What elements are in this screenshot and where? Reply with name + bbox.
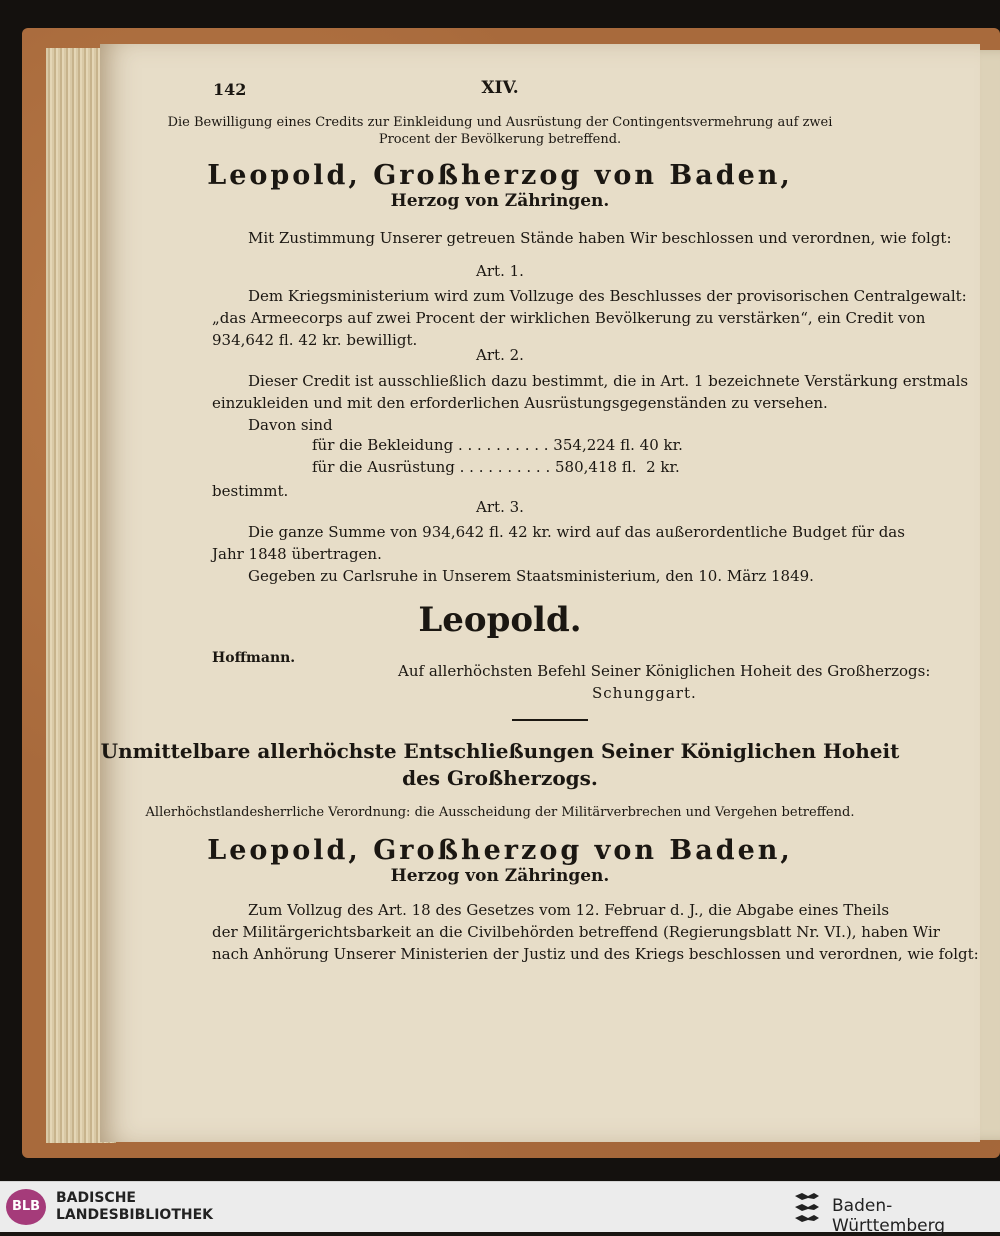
- blb-name-line-1: BADISCHE: [56, 1190, 136, 1206]
- baden-wuerttemberg-lions-icon: [792, 1190, 822, 1224]
- ruler-subtitle-1: Herzog von Zähringen.: [390, 191, 610, 211]
- blb-logo[interactable]: BLB: [6, 1189, 46, 1225]
- subject-line-1: Die Bewilligung eines Credits zur Einkleidung und Ausrüstung der Contingentsvermehrung auf zwei: [167, 115, 833, 130]
- page-number: 142: [213, 80, 247, 99]
- article-3-title: Art. 3.: [476, 498, 524, 516]
- heading-line-2: des Großherzogs.: [402, 766, 598, 790]
- given-at-line: Gegeben zu Carlsruhe in Unserem Staatsministerium, den 10. März 1849.: [248, 567, 814, 585]
- intro-text: Mit Zustimmung Unserer getreuen Stände haben Wir beschlossen und verordnen, wie folgt:: [248, 229, 952, 247]
- baden-wuerttemberg-label[interactable]: Baden-Württemberg: [832, 1196, 946, 1236]
- command-line: Auf allerhöchsten Befehl Seiner Königlichen Hoheit des Großherzogs:: [398, 662, 931, 680]
- heading-line-1: Unmittelbare allerhöchste Entschließungen Seiner Königlichen Hoheit: [100, 739, 900, 763]
- article-2-title: Art. 2.: [476, 346, 524, 364]
- final-line-1: Zum Vollzug des Art. 18 des Gesetzes vom 12. Februar d. J., die Abgabe eines Theils: [248, 901, 890, 919]
- ruler-title-1: Leopold, Großherzog von Baden,: [207, 160, 793, 191]
- ordinance-title: Allerhöchstlandesherrliche Verordnung: die Ausscheidung der Militärverbrechen und Vergehen betreffend.: [145, 805, 855, 820]
- article-3-line-1: Die ganze Summe von 934,642 fl. 42 kr. wird auf das außerordentliche Budget für das: [248, 523, 905, 541]
- cosigner: Hoffmann.: [212, 650, 296, 666]
- footer-bar: [0, 1181, 1000, 1236]
- article-3-line-2: Jahr 1848 übertragen.: [212, 545, 382, 563]
- article-2-line-4: bestimmt.: [212, 482, 289, 500]
- article-1-line-2: „das Armeecorps auf zwei Procent der wirklichen Bevölkerung zu verstärken“, ein Credit von: [212, 309, 926, 327]
- cost-item-equipment: für die Ausrüstung . . . . . . . . . . 580,418 fl. 2 kr.: [312, 458, 680, 476]
- section-divider: [512, 719, 588, 721]
- section-number: XIV.: [481, 78, 519, 98]
- final-line-2: der Militärgerichtsbarkeit an die Civilbehörden betreffend (Regierungsblatt Nr. VI.), haben Wir: [212, 923, 940, 941]
- ruler-subtitle-2: Herzog von Zähringen.: [390, 866, 610, 886]
- blb-name[interactable]: [56, 1190, 213, 1224]
- blb-name-line-2: LANDESBIBLIOTHEK: [56, 1207, 214, 1223]
- article-1-line-1: Dem Kriegsministerium wird zum Vollzuge des Beschlusses der provisorischen Centralgewalt:: [248, 287, 967, 305]
- signature: Leopold.: [418, 600, 582, 640]
- article-2-line-3: Davon sind: [248, 416, 333, 434]
- subject-line-2: Procent der Bevölkerung betreffend.: [378, 132, 622, 147]
- article-2-line-2: einzukleiden und mit den erforderlichen Ausrüstungsgegenständen zu versehen.: [212, 394, 828, 412]
- final-line-3: nach Anhörung Unserer Ministerien der Justiz und des Kriegs beschlossen und verordnen, wie folgt:: [212, 945, 979, 963]
- article-1-title: Art. 1.: [476, 262, 524, 280]
- cost-item-clothing: für die Bekleidung . . . . . . . . . . 354,224 fl. 40 kr.: [312, 436, 683, 454]
- secretary: Schunggart.: [592, 684, 697, 702]
- ruler-title-2: Leopold, Großherzog von Baden,: [207, 835, 793, 866]
- article-2-line-1: Dieser Credit ist ausschließlich dazu bestimmt, die in Art. 1 bezeichnete Verstärkung erstmals: [248, 372, 969, 390]
- article-1-line-3: 934,642 fl. 42 kr. bewilligt.: [212, 331, 418, 349]
